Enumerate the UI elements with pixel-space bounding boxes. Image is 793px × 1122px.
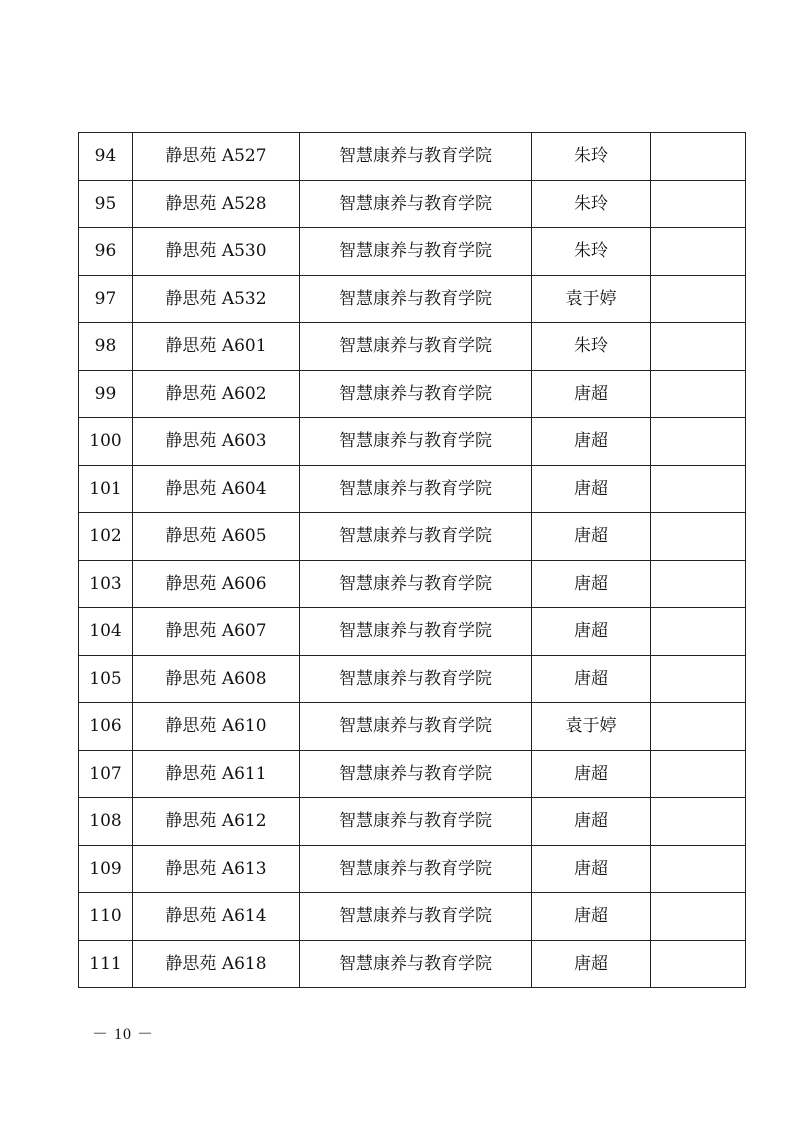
cell-college: 智慧康养与教育学院 [300,560,532,608]
cell-number: 110 [79,893,133,941]
table-row [79,370,746,418]
cell-note [651,370,746,418]
cell-number: 105 [79,655,133,703]
cell-number: 107 [79,750,133,798]
cell-number: 95 [79,180,133,228]
cell-room: 静思苑 A602 [133,370,300,418]
table-row [79,513,746,561]
table-row [79,560,746,608]
cell-number: 111 [79,940,133,988]
cell-note [651,845,746,893]
table-row [79,798,746,846]
cell-room: 静思苑 A608 [133,655,300,703]
cell-college: 智慧康养与教育学院 [300,703,532,751]
cell-college: 智慧康养与教育学院 [300,608,532,656]
cell-note [651,798,746,846]
cell-number: 106 [79,703,133,751]
cell-room: 静思苑 A601 [133,323,300,371]
cell-college: 智慧康养与教育学院 [300,133,532,181]
cell-note [651,750,746,798]
cell-note [651,180,746,228]
table-row [79,418,746,466]
cell-person: 唐超 [532,418,651,466]
cell-room: 静思苑 A532 [133,275,300,323]
cell-person: 唐超 [532,845,651,893]
table-row [79,275,746,323]
cell-note [651,133,746,181]
cell-room: 静思苑 A612 [133,798,300,846]
cell-college: 智慧康养与教育学院 [300,798,532,846]
cell-number: 96 [79,228,133,276]
cell-note [651,893,746,941]
cell-number: 98 [79,323,133,371]
dormitory-table [78,132,746,988]
cell-college: 智慧康养与教育学院 [300,323,532,371]
cell-college: 智慧康养与教育学院 [300,655,532,703]
cell-room: 静思苑 A618 [133,940,300,988]
cell-note [651,275,746,323]
cell-person: 唐超 [532,655,651,703]
cell-person: 唐超 [532,798,651,846]
table-row [79,323,746,371]
dormitory-table-container [78,132,745,988]
cell-person: 朱玲 [532,133,651,181]
cell-college: 智慧康养与教育学院 [300,893,532,941]
cell-room: 静思苑 A607 [133,608,300,656]
cell-number: 109 [79,845,133,893]
cell-room: 静思苑 A530 [133,228,300,276]
cell-note [651,465,746,513]
cell-person: 唐超 [532,560,651,608]
table-body [79,133,746,988]
page-number: － 10 － [92,1026,155,1043]
cell-note [651,560,746,608]
cell-room: 静思苑 A527 [133,133,300,181]
table-row [79,845,746,893]
table-row [79,228,746,276]
cell-college: 智慧康养与教育学院 [300,275,532,323]
cell-number: 102 [79,513,133,561]
cell-room: 静思苑 A611 [133,750,300,798]
cell-number: 97 [79,275,133,323]
cell-person: 唐超 [532,370,651,418]
cell-room: 静思苑 A614 [133,893,300,941]
cell-note [651,940,746,988]
cell-college: 智慧康养与教育学院 [300,418,532,466]
cell-note [651,418,746,466]
cell-college: 智慧康养与教育学院 [300,940,532,988]
table-row [79,655,746,703]
cell-person: 唐超 [532,893,651,941]
cell-number: 94 [79,133,133,181]
cell-room: 静思苑 A606 [133,560,300,608]
cell-note [651,228,746,276]
cell-note [651,323,746,371]
table-row [79,893,746,941]
cell-college: 智慧康养与教育学院 [300,180,532,228]
cell-number: 99 [79,370,133,418]
cell-number: 100 [79,418,133,466]
cell-note [651,513,746,561]
cell-number: 103 [79,560,133,608]
cell-room: 静思苑 A603 [133,418,300,466]
cell-room: 静思苑 A610 [133,703,300,751]
table-row [79,608,746,656]
table-row [79,180,746,228]
cell-number: 104 [79,608,133,656]
cell-college: 智慧康养与教育学院 [300,750,532,798]
table-row [79,703,746,751]
cell-person: 唐超 [532,465,651,513]
cell-note [651,703,746,751]
cell-room: 静思苑 A528 [133,180,300,228]
cell-person: 袁于婷 [532,703,651,751]
cell-person: 唐超 [532,513,651,561]
cell-college: 智慧康养与教育学院 [300,513,532,561]
table-row [79,133,746,181]
cell-person: 唐超 [532,608,651,656]
cell-number: 108 [79,798,133,846]
cell-college: 智慧康养与教育学院 [300,370,532,418]
table-row [79,750,746,798]
table-row [79,940,746,988]
cell-person: 唐超 [532,750,651,798]
cell-person: 朱玲 [532,323,651,371]
table-row [79,465,746,513]
cell-person: 朱玲 [532,228,651,276]
cell-room: 静思苑 A605 [133,513,300,561]
cell-college: 智慧康养与教育学院 [300,228,532,276]
cell-person: 袁于婷 [532,275,651,323]
cell-person: 唐超 [532,940,651,988]
cell-note [651,655,746,703]
cell-college: 智慧康养与教育学院 [300,465,532,513]
cell-college: 智慧康养与教育学院 [300,845,532,893]
cell-note [651,608,746,656]
cell-room: 静思苑 A604 [133,465,300,513]
cell-number: 101 [79,465,133,513]
cell-room: 静思苑 A613 [133,845,300,893]
cell-person: 朱玲 [532,180,651,228]
